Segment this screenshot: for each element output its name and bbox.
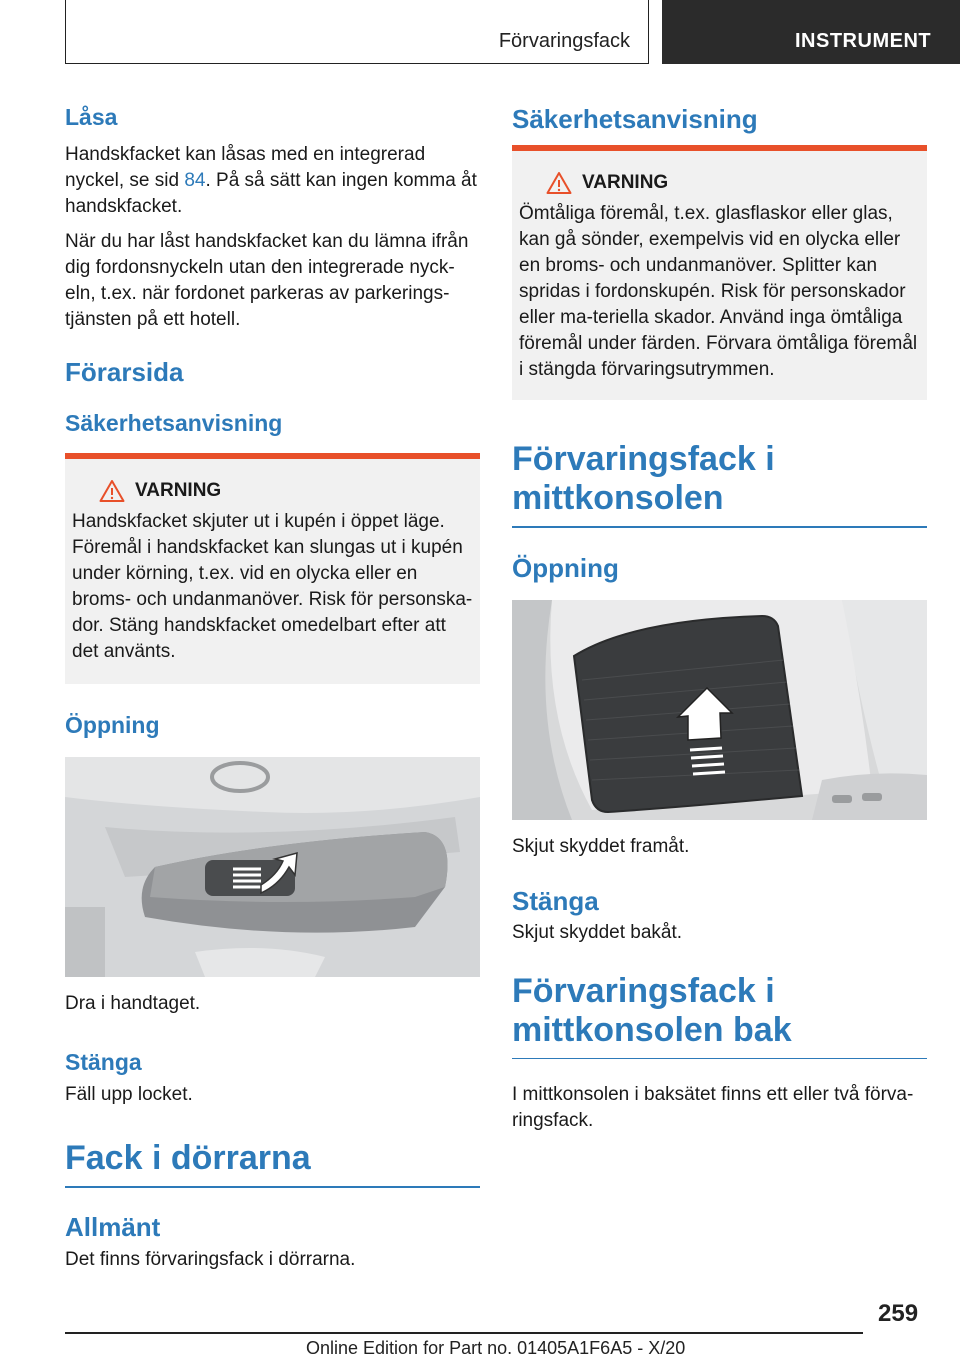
right-safety-heading: Säkerhetsanvisning [512, 104, 758, 134]
header-chapter-tab[interactable] [662, 0, 960, 64]
mittkonsolen-bak-heading: Förvaringsfack i mittkonsolen bak [512, 971, 792, 1049]
mittkonsolen-rule [512, 526, 927, 528]
lasa-text-a: Handskfacket kan låsas med en integrerad nyckel, se sid [65, 144, 426, 191]
right-warning-title: VARNING [582, 172, 669, 193]
lasa-text-b: . På så sätt kan ingen komma åt handskfacket. [65, 170, 477, 217]
footer-edition: Online Edition for Part no. 01405A1F6A5 - X/20 [306, 1338, 686, 1358]
fack-dorrarna-rule [65, 1186, 480, 1188]
right-stanga-heading: Stänga [512, 885, 599, 916]
lasa-paragraph-2: När du har låst handskfacket kan du lämna ifrån dig fordonsnyckeln utan den integrerade nyck-eln, t.ex. när fordonet parkeras av parkerings-tjänsten på ett hotell. [65, 231, 469, 330]
warning-triangle-icon [99, 479, 125, 503]
mittkonsolen-heading: Förvaringsfack i mittkonsolen [512, 440, 775, 517]
left-oppning-heading: Öppning [65, 712, 160, 738]
right-warning-title-row [519, 171, 920, 195]
left-column [65, 104, 480, 1273]
footer-rule [65, 1332, 863, 1334]
right-column [512, 104, 927, 1134]
left-oppning-text: Dra i handtaget. [65, 993, 201, 1014]
left-warning-title-row [72, 479, 473, 503]
left-warning-title: VARNING [135, 480, 222, 501]
left-safety-heading: Säkerhetsanvisning [65, 410, 283, 436]
mittkonsolen-bak-rule [512, 1058, 927, 1060]
lasa-paragraph-1 [65, 142, 480, 220]
left-warning-text: Handskfacket skjuter ut i kupén i öppet läge. Föremål i handskfacket kan slungas ut i kupén under körning, t.ex. vid en olycka eller en broms- och undanmanöver. Risk för personska-dor. Stäng handskfacket omedelbart efter att det använts. [72, 511, 473, 662]
allmant-heading: Allmänt [65, 1211, 161, 1242]
warning-triangle-icon [546, 171, 572, 195]
allmant-text: Det finns förvaringsfack i dörrarna. [65, 1248, 356, 1270]
page-link-84[interactable]: 84 [184, 170, 206, 191]
left-stanga-text: Fäll upp locket. [65, 1084, 193, 1105]
glovebox-opening-image [65, 757, 480, 977]
left-warning-box [65, 459, 480, 684]
center-console-image [512, 600, 927, 820]
left-stanga-heading: Stänga [65, 1049, 142, 1075]
forarsida-heading: Förarsida [65, 357, 184, 387]
right-stanga-text: Skjut skyddet bakåt. [512, 921, 683, 943]
right-warning-box [512, 151, 927, 400]
page-number: 259 [878, 1300, 919, 1327]
lasa-heading: Låsa [65, 104, 118, 130]
right-oppning-heading: Öppning [512, 552, 619, 583]
mittkonsolen-bak-text: I mittkonsolen i baksätet finns ett eller två förva-ringsfack. [512, 1084, 914, 1131]
header-section-title: Förvaringsfack [498, 30, 630, 52]
right-oppning-text: Skjut skyddet framåt. [512, 835, 690, 857]
right-warning-text: Ömtåliga föremål, t.ex. glasflaskor eller glas, kan gå sönder, exempelvis vid en olycka eller en broms- och undanmanöver. Splitter kan spridas i fordonskupén. Risk för personskador eller ma-teriella skador. Använd inga ömtåliga föremål under färden. Förvara ömtåliga föremål i stängda förvaringsutrymmen. [519, 203, 918, 380]
header-chapter-label: INSTRUMENT [795, 30, 932, 52]
fack-dorrarna-heading: Fack i dörrarna [65, 1139, 311, 1177]
